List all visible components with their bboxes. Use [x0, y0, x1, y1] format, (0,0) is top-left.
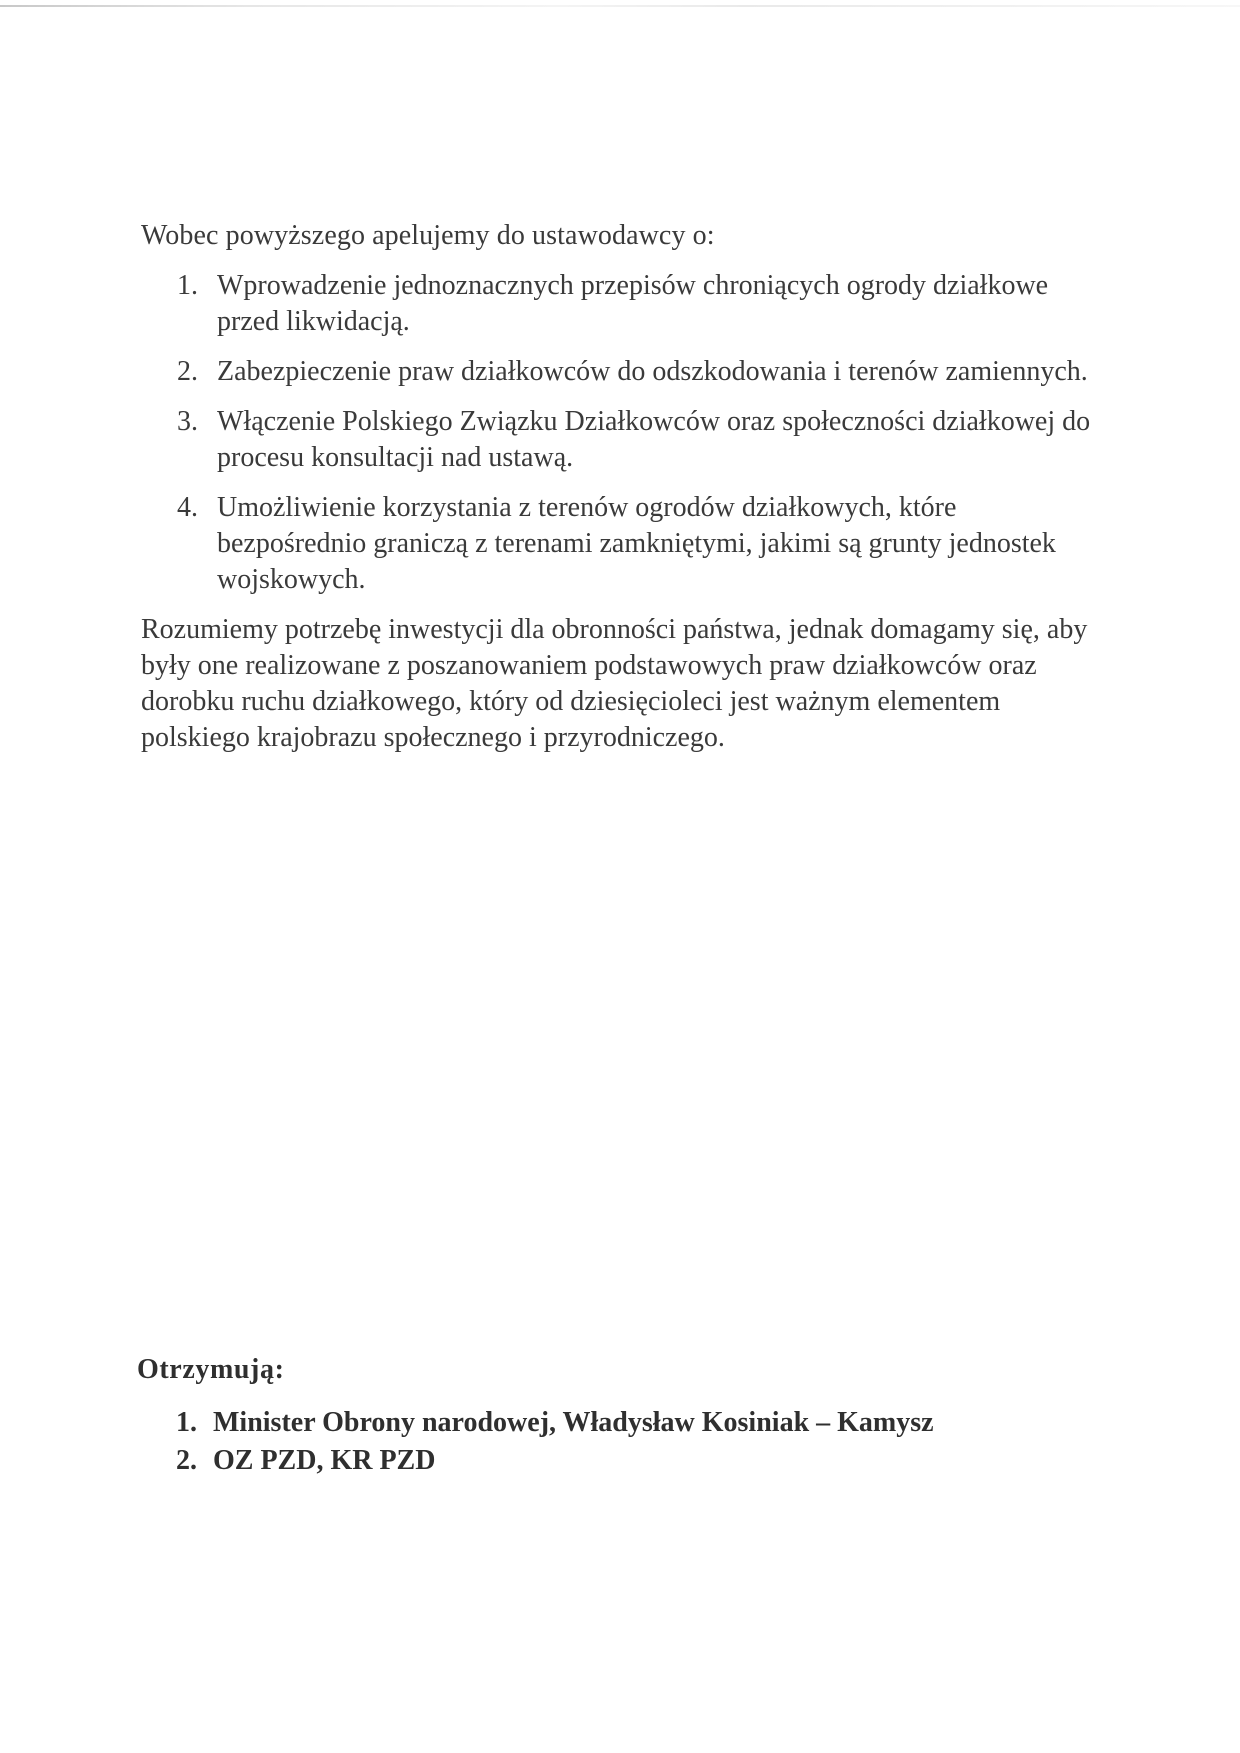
appeal-list [141, 268, 1101, 598]
list-number: 2. [177, 356, 198, 387]
closing-paragraph: Rozumiemy potrzebę inwestycji dla obronności państwa, jednak domagamy się, aby były one realizowane z poszanowaniem podstawowych praw działkowców oraz dorobku ruchu działkowego, który od dziesięcioleci jest ważnym elementem polskiego krajobrazu społecznego i przyrodniczego. [141, 614, 1088, 753]
recipients-heading: Otrzymują: [137, 1354, 285, 1385]
appeal-item-4 [141, 490, 1101, 598]
recipients-section [137, 1352, 1097, 1480]
recipient-item-1 [137, 1404, 1097, 1442]
appeal-intro: Wobec powyższego apelujemy do ustawodawcy o: [141, 220, 715, 251]
recipients-list [137, 1404, 1097, 1480]
recipient-item-2 [137, 1442, 1097, 1480]
list-number: 2. [176, 1445, 197, 1476]
appeal-text: Zabezpieczenie praw działkowców do odszkodowania i terenów zamiennych. [217, 356, 1088, 387]
appeal-item-3 [141, 404, 1101, 476]
list-number: 1. [176, 1407, 197, 1438]
scan-edge-line [0, 5, 1240, 7]
appeal-text: Włączenie Polskiego Związku Działkowców oraz społeczności działkowej do procesu konsultacji nad ustawą. [217, 406, 1091, 473]
list-number: 3. [177, 406, 198, 437]
list-number: 4. [177, 492, 198, 523]
letter-body [141, 218, 1101, 756]
appeal-item-2 [141, 354, 1101, 390]
list-number: 1. [177, 270, 198, 301]
appeal-text: Wprowadzenie jednoznacznych przepisów chroniących ogrody działkowe przed likwidacją. [217, 270, 1049, 337]
appeal-text: Umożliwienie korzystania z terenów ogrodów działkowych, które bezpośrednio graniczą z terenami zamkniętymi, jakimi są grunty jednostek wojskowych. [217, 492, 1056, 595]
appeal-item-1 [141, 268, 1101, 340]
recipient-text: OZ PZD, KR PZD [213, 1445, 436, 1476]
recipient-text: Minister Obrony narodowej, Władysław Kosiniak – Kamysz [213, 1407, 934, 1438]
